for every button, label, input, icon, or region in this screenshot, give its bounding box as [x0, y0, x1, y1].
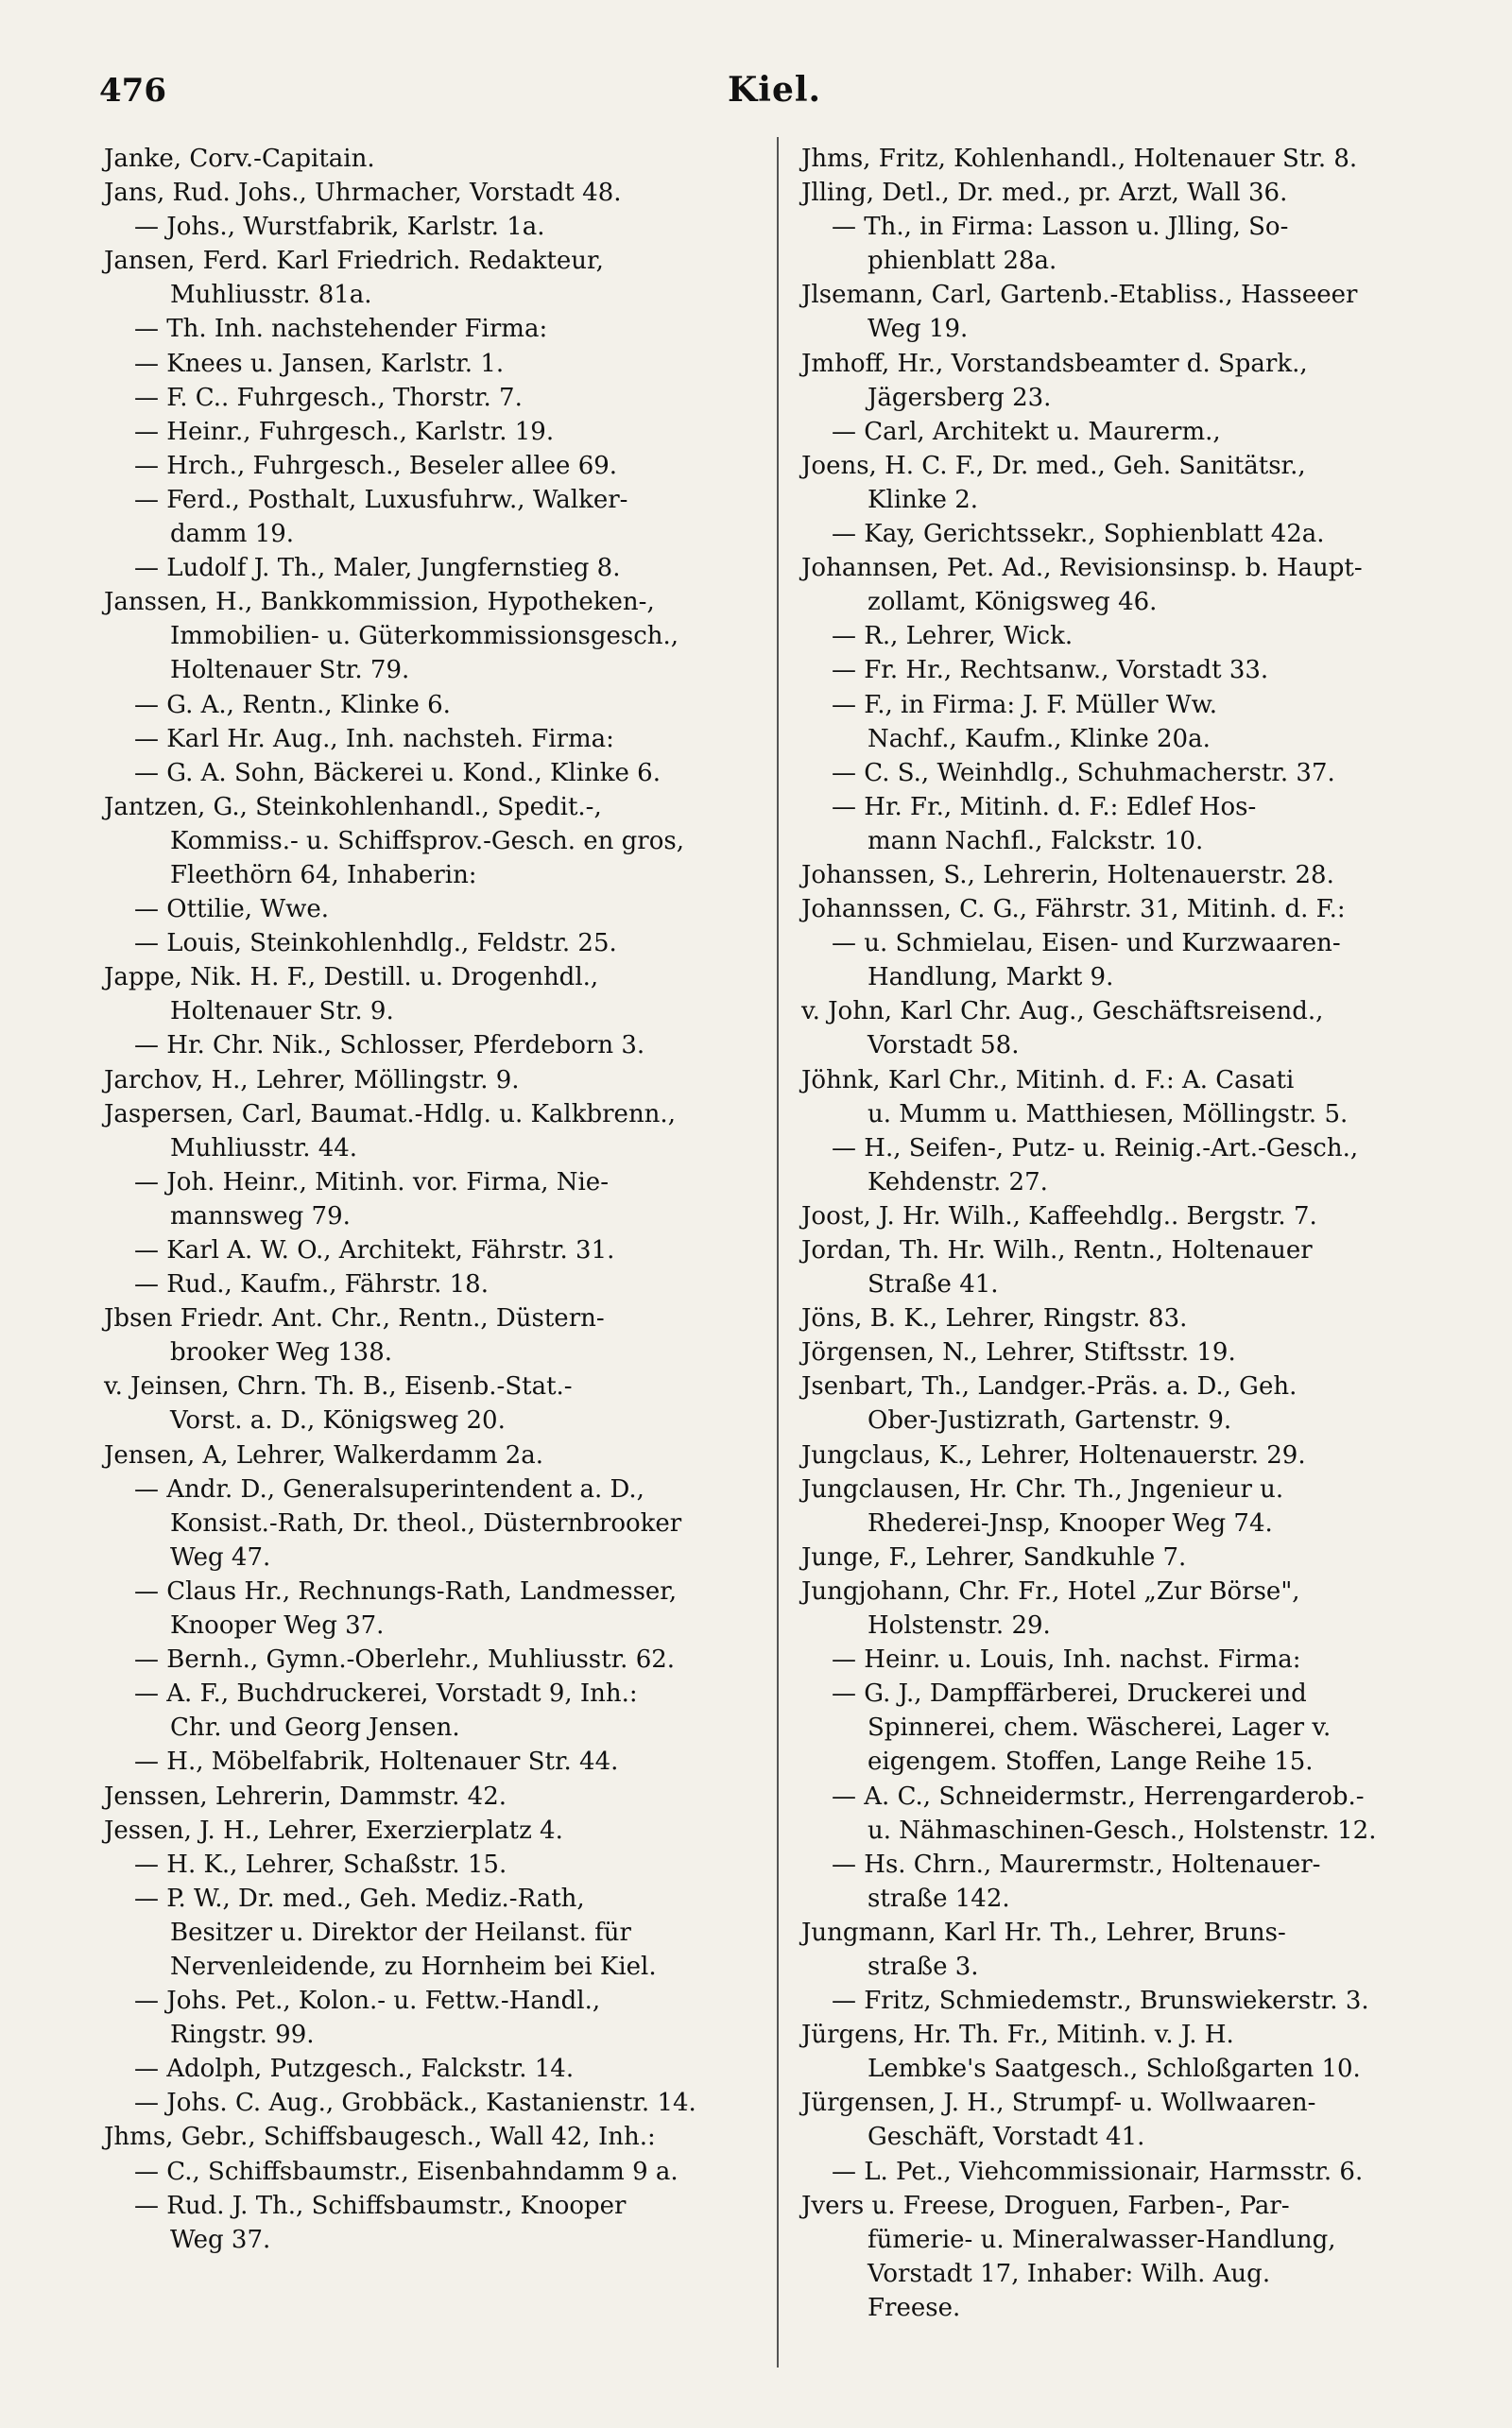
directory-cont-line: Ober-Justizrath, Gartenstr. 9. — [868, 1406, 1232, 1436]
directory-sub-line: — Louis, Steinkohlenhdlg., Feldstr. 25. — [134, 929, 617, 958]
directory-entry-line: Jordan, Th. Hr. Wilh., Rentn., Holtenauer — [801, 1236, 1313, 1265]
directory-sub-line: — G. A. Sohn, Bäckerei u. Kond., Klinke 6. — [134, 758, 661, 787]
directory-cont-line: Fleethörn 64, Inhaberin: — [170, 860, 477, 889]
directory-cont-line: Straße 41. — [868, 1270, 999, 1300]
directory-cont-line: brooker Weg 138. — [170, 1338, 393, 1368]
directory-cont-line: Klinke 2. — [868, 485, 979, 514]
directory-sub-line: — Rud. J. Th., Schiffsbaumstr., Knooper — [134, 2191, 627, 2220]
directory-sub-line: — Ottilie, Wwe. — [134, 895, 329, 924]
directory-entry-line: Johannssen, C. G., Fährstr. 31, Mitinh. d. F.: — [801, 895, 1346, 924]
directory-sub-line: — G. A., Rentn., Klinke 6. — [134, 690, 451, 719]
directory-sub-line: — Karl Hr. Aug., Inh. nachsteh. Firma: — [134, 724, 614, 753]
directory-cont-line: Handlung, Markt 9. — [868, 963, 1114, 992]
left-column — [93, 142, 765, 2257]
directory-sub-line: — Karl A. W. O., Architekt, Fährstr. 31. — [134, 1236, 615, 1265]
directory-cont-line: Geschäft, Vorstadt 41. — [868, 2123, 1145, 2152]
directory-entry-line: Jantzen, G., Steinkohlenhandl., Spedit.-, — [104, 792, 602, 821]
directory-entry-line: Jbsen Friedr. Ant. Chr., Rentn., Düstern- — [104, 1304, 605, 1334]
directory-sub-line: — A. C., Schneidermstr., Herrengarderob.- — [832, 1782, 1365, 1811]
directory-sub-line: — P. W., Dr. med., Geh. Mediz.-Rath, — [134, 1884, 585, 1913]
directory-cont-line: Vorst. a. D., Königsweg 20. — [170, 1406, 506, 1436]
directory-entry-line: Jessen, J. H., Lehrer, Exerzierplatz 4. — [104, 1816, 563, 1845]
directory-sub-line: — Th. Inh. nachstehender Firma: — [134, 315, 548, 344]
directory-entry-line: Jansen, Ferd. Karl Friedrich. Redakteur, — [104, 247, 604, 276]
directory-cont-line: u. Nähmaschinen-Gesch., Holstenstr. 12. — [868, 1816, 1377, 1845]
directory-entry-line: Jungclaus, K., Lehrer, Holtenauerstr. 29. — [801, 1440, 1306, 1470]
directory-sub-line: — Ludolf J. Th., Maler, Jungfernstieg 8. — [134, 554, 621, 583]
directory-cont-line: eigengem. Stoffen, Lange Reihe 15. — [868, 1748, 1314, 1777]
directory-entry-line: Jans, Rud. Johs., Uhrmacher, Vorstadt 48. — [104, 179, 622, 208]
directory-cont-line: Jägersberg 23. — [868, 383, 1052, 412]
directory-cont-line: straße 142. — [868, 1884, 1010, 1913]
directory-cont-line: Rhederei-Jnsp, Knooper Weg 74. — [868, 1508, 1273, 1538]
directory-entry-line: Jörgensen, N., Lehrer, Stiftsstr. 19. — [801, 1338, 1236, 1368]
directory-entry-line: Janssen, H., Bankkommission, Hypotheken-, — [104, 588, 655, 617]
directory-entry-line: Jaspersen, Carl, Baumat.-Hdlg. u. Kalkbrenn., — [104, 1099, 676, 1128]
directory-sub-line: — L. Pet., Viehcommissionair, Harmsstr. 6. — [832, 2157, 1364, 2186]
directory-entry-line: Jöns, B. K., Lehrer, Ringstr. 83. — [801, 1304, 1188, 1334]
directory-sub-line: — Fr. Hr., Rechtsanw., Vorstadt 33. — [832, 656, 1269, 685]
directory-entry-line: Junge, F., Lehrer, Sandkuhle 7. — [801, 1542, 1187, 1572]
directory-sub-line: — Claus Hr., Rechnungs-Rath, Landmesser, — [134, 1576, 678, 1606]
directory-cont-line: Holtenauer Str. 9. — [170, 997, 394, 1026]
directory-sub-line: — C., Schiffsbaumstr., Eisenbahndamm 9 a. — [134, 2157, 679, 2186]
directory-entry-line: Jungclausen, Hr. Chr. Th., Jngenieur u. — [801, 1474, 1284, 1504]
directory-cont-line: Weg 37. — [170, 2225, 271, 2254]
directory-sub-line: — Hrch., Fuhrgesch., Beseler allee 69. — [134, 451, 618, 480]
directory-sub-line: — Rud., Kaufm., Fährstr. 18. — [134, 1270, 489, 1300]
right-column — [790, 142, 1463, 2325]
directory-entry-line: Jürgens, Hr. Th. Fr., Mitinh. v. J. H. — [801, 2021, 1234, 2050]
directory-entry-line: Johanssen, S., Lehrerin, Holtenauerstr. 28. — [801, 860, 1334, 889]
directory-cont-line: Kommiss.- u. Schiffsprov.-Gesch. en gros, — [170, 826, 684, 855]
directory-cont-line: Weg 19. — [868, 315, 969, 344]
directory-cont-line: Freese. — [868, 2293, 961, 2322]
directory-cont-line: Ringstr. 99. — [170, 2021, 315, 2050]
directory-sub-line: — Carl, Architekt u. Maurerm., — [832, 417, 1221, 446]
directory-entry-line: Jarchov, H., Lehrer, Möllingstr. 9. — [104, 1065, 520, 1094]
directory-sub-line: — C. S., Weinhdlg., Schuhmacherstr. 37. — [832, 758, 1335, 787]
column-divider — [777, 137, 779, 2368]
directory-cont-line: phienblatt 28a. — [868, 247, 1057, 276]
directory-entry-line: Joens, H. C. F., Dr. med., Geh. Sanitätsr., — [801, 451, 1306, 480]
directory-sub-line: — R., Lehrer, Wick. — [832, 622, 1074, 651]
directory-cont-line: Chr. und Georg Jensen. — [170, 1713, 460, 1743]
directory-sub-line: — u. Schmielau, Eisen- und Kurzwaaren- — [832, 929, 1341, 958]
directory-sub-line: — G. J., Dampffärberei, Druckerei und — [832, 1679, 1307, 1709]
page-number: 476 — [99, 72, 166, 110]
directory-sub-line: — A. F., Buchdruckerei, Vorstadt 9, Inh.: — [134, 1679, 638, 1709]
directory-entry-line: Jungjohann, Chr. Fr., Hotel „Zur Börse", — [801, 1576, 1300, 1606]
directory-cont-line: Spinnerei, chem. Wäscherei, Lager v. — [868, 1713, 1332, 1743]
directory-sub-line: — F., in Firma: J. F. Müller Ww. — [832, 690, 1218, 719]
directory-sub-line: — Hr. Fr., Mitinh. d. F.: Edlef Hos- — [832, 792, 1257, 821]
directory-sub-line: — Johs. C. Aug., Grobbäck., Kastanienstr. 14. — [134, 2089, 696, 2118]
directory-cont-line: Vorstadt 17, Inhaber: Wilh. Aug. — [868, 2259, 1271, 2288]
directory-entry-line: Jsenbart, Th., Landger.-Präs. a. D., Geh. — [801, 1372, 1297, 1402]
directory-sub-line: — Knees u. Jansen, Karlstr. 1. — [134, 349, 505, 378]
directory-entry-line: Jöhnk, Karl Chr., Mitinh. d. F.: A. Casati — [801, 1065, 1295, 1094]
directory-cont-line: Holtenauer Str. 79. — [170, 656, 410, 685]
directory-sub-line: — Heinr., Fuhrgesch., Karlstr. 19. — [134, 417, 555, 446]
directory-entry-line: Johannsen, Pet. Ad., Revisionsinsp. b. Haupt- — [801, 554, 1363, 583]
directory-entry-line: Jürgensen, J. H., Strumpf- u. Wollwaaren- — [801, 2089, 1316, 2118]
directory-cont-line: fümerie- u. Mineralwasser-Handlung, — [868, 2225, 1336, 2254]
directory-cont-line: Weg 47. — [170, 1542, 271, 1572]
directory-sub-line: — Hs. Chrn., Maurermstr., Holtenauer- — [832, 1850, 1321, 1879]
directory-cont-line: mann Nachfl., Falckstr. 10. — [868, 826, 1204, 855]
directory-entry-line: Jensen, A, Lehrer, Walkerdamm 2a. — [104, 1440, 544, 1470]
directory-entry-line: Jungmann, Karl Hr. Th., Lehrer, Bruns- — [801, 1918, 1286, 1947]
directory-cont-line: Nervenleidende, zu Hornheim bei Kiel. — [170, 1952, 657, 1981]
directory-sub-line: — H. K., Lehrer, Schaßstr. 15. — [134, 1850, 507, 1879]
directory-sub-line: — Heinr. u. Louis, Inh. nachst. Firma: — [832, 1645, 1301, 1675]
directory-cont-line: zollamt, Königsweg 46. — [868, 588, 1158, 617]
directory-cont-line: Konsist.-Rath, Dr. theol., Düsternbrooker — [170, 1508, 682, 1538]
directory-sub-line: — Andr. D., Generalsuperintendent a. D., — [134, 1474, 644, 1504]
directory-sub-line: — Fritz, Schmiedemstr., Brunswiekerstr. 3. — [832, 1987, 1369, 2016]
directory-cont-line: Knooper Weg 37. — [170, 1611, 385, 1641]
directory-entry-line: Jlsemann, Carl, Gartenb.-Etabliss., Hasseeer — [801, 281, 1358, 310]
directory-entry-line: Jenssen, Lehrerin, Dammstr. 42. — [104, 1782, 507, 1811]
directory-entry-line: Jhms, Fritz, Kohlenhandl., Holtenauer Str. 8. — [801, 145, 1358, 173]
directory-entry-line: v. Jeinsen, Chrn. Th. B., Eisenb.-Stat.- — [104, 1372, 573, 1402]
directory-sub-line: — Adolph, Putzgesch., Falckstr. 14. — [134, 2055, 575, 2084]
directory-entry-line: Janke, Corv.-Capitain. — [104, 145, 375, 173]
directory-sub-line: — H., Möbelfabrik, Holtenauer Str. 44. — [134, 1748, 619, 1777]
directory-cont-line: mannsweg 79. — [170, 1201, 351, 1231]
directory-cont-line: Besitzer u. Direktor der Heilanst. für — [170, 1918, 631, 1947]
directory-entry-line: Jlling, Detl., Dr. med., pr. Arzt, Wall 36. — [801, 179, 1288, 208]
directory-entry-line: Jvers u. Freese, Droguen, Farben-, Par- — [801, 2191, 1290, 2220]
directory-cont-line: Muhliusstr. 44. — [170, 1133, 358, 1162]
page-title: Kiel. — [728, 70, 822, 110]
directory-sub-line: — Johs. Pet., Kolon.- u. Fettw.-Handl., — [134, 1987, 601, 2016]
directory-entry-line: Jmhoff, Hr., Vorstandsbeamter d. Spark., — [801, 349, 1308, 378]
directory-cont-line: damm 19. — [170, 520, 295, 549]
directory-sub-line: — Joh. Heinr., Mitinh. vor. Firma, Nie- — [134, 1167, 609, 1197]
directory-sub-line: — Kay, Gerichtssekr., Sophienblatt 42a. — [832, 520, 1325, 549]
directory-entry-line: Jhms, Gebr., Schiffsbaugesch., Wall 42, Inh.: — [104, 2123, 656, 2152]
directory-sub-line: — Th., in Firma: Lasson u. Jlling, So- — [832, 213, 1289, 242]
directory-sub-line: — Bernh., Gymn.-Oberlehr., Muhliusstr. 62. — [134, 1645, 676, 1675]
directory-sub-line: — Johs., Wurstfabrik, Karlstr. 1a. — [134, 213, 545, 242]
directory-entry-line: v. John, Karl Chr. Aug., Geschäftsreisend., — [801, 997, 1324, 1026]
directory-cont-line: Kehdenstr. 27. — [868, 1167, 1048, 1197]
directory-cont-line: Immobilien- u. Güterkommissionsgesch., — [170, 622, 679, 651]
directory-sub-line: — Ferd., Posthalt, Luxusfuhrw., Walker- — [134, 485, 628, 514]
directory-cont-line: Vorstadt 58. — [868, 1031, 1020, 1060]
directory-entry-line: Jappe, Nik. H. F., Destill. u. Drogenhdl., — [104, 963, 599, 992]
directory-cont-line: Nachf., Kaufm., Klinke 20a. — [868, 724, 1211, 753]
directory-sub-line: — H., Seifen-, Putz- u. Reinig.-Art.-Gesch., — [832, 1133, 1359, 1162]
directory-cont-line: u. Mumm u. Matthiesen, Möllingstr. 5. — [868, 1099, 1349, 1128]
directory-sub-line: — Hr. Chr. Nik., Schlosser, Pferdeborn 3. — [134, 1031, 645, 1060]
directory-sub-line: — F. C.. Fuhrgesch., Thorstr. 7. — [134, 383, 523, 412]
directory-cont-line: Holstenstr. 29. — [868, 1611, 1051, 1641]
directory-cont-line: Lembke's Saatgesch., Schloßgarten 10. — [868, 2055, 1361, 2084]
directory-cont-line: straße 3. — [868, 1952, 979, 1981]
directory-entry-line: Joost, J. Hr. Wilh., Kaffeehdlg.. Bergstr. 7. — [801, 1201, 1317, 1231]
directory-cont-line: Muhliusstr. 81a. — [170, 281, 372, 310]
